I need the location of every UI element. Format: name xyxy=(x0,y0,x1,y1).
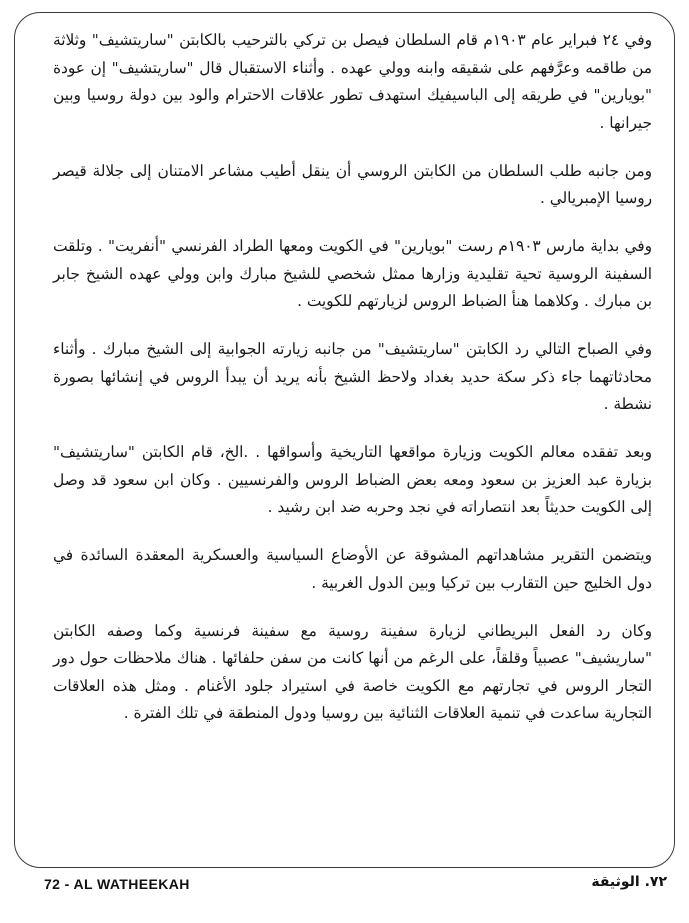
paragraph-3: وفي بداية مارس ١٩٠٣م رست "بويارين" في الكويت ومعها الطراد الفرنسي "أنفريت" . وتلقت السفينة الروسية تحية تقليدية وزارها ممثل شخصي للشيخ مبارك وابن وولي عهده الشيخ جابر بن مبارك . وكلاهما هنأ الضباط الروس لزيارتهم للكويت . xyxy=(53,237,652,310)
paragraph-1: وفي ٢٤ فبراير عام ١٩٠٣م قام السلطان فيصل بن تركي بالترحيب بالكابتن "ساريتشيف" وثلاثة من طاقمه وعرَّفهم على شقيقه وابنه وولي عهده . وأثناء الاستقبال قال "ساريتشيف" إن عودة "بويارين" في طريقه إلى الباسيفيك استهدف تطور علاقات الاحترام والود بين دولة روسيا وبين جيرانها . xyxy=(53,31,653,132)
paragraph-7: وكان رد الفعل البريطاني لزيارة سفينة روسية مع سفينة فرنسية وكما وصفه الكابتن "ساريشيف" عصبياً وقلقاً، على الرغم من أنها كانت من سفن حلفائها . هناك ملاحظات حول دور التجار الروس في تجارتهم مع الكويت خاصة في استيراد جلود الأغنام . ومثل هذه العلاقات التجارية ساعدت في تنمية العلاقات الثنائية بين روسيا ودول المنطقة في تلك الفترة . xyxy=(53,621,652,722)
footer-page-label-latin: 72 - AL WATHEEKAH xyxy=(44,876,190,892)
footer-page-label-arabic: ٧٢. الوثيقة xyxy=(591,874,667,890)
paragraph-5: وبعد تفقده معالم الكويت وزيارة مواقعها التاريخية وأسواقها . .الخ، قام الكابتن "ساريتشيف" بزيارة عبد العزيز بن سعود ومعه بعض الضباط الروس والفرنسيين . وكان ابن سعود قد وصل إلى الكويت حديثاً بعد انتصاراته في نجد وحربه ضد ابن رشيد . xyxy=(53,443,652,516)
page-frame xyxy=(14,12,675,868)
article-body xyxy=(53,27,652,748)
paragraph-6: ويتضمن التقرير مشاهداتهم المشوقة عن الأوضاع السياسية والعسكرية المعقدة السائدة في دول الخليج حين التقارب بين تركيا وبين الدول الغربية . xyxy=(53,546,652,592)
paragraph-2: ومن جانبه طلب السلطان من الكابتن الروسي أن ينقل أطيب مشاعر الامتنان إلى جلالة قيصر روسيا الإمبريالي . xyxy=(53,161,652,207)
paragraph-4: وفي الصباح التالي رد الكابتن "ساريتشيف" من جانبه زيارته الجوابية إلى الشيخ مبارك . وأثناء محادثاتهما جاء ذكر سكة حديد بغداد ولاحظ الشيخ بأنه يريد أن يبدأ الروس في إنشائها بصورة نشطة . xyxy=(53,340,652,413)
